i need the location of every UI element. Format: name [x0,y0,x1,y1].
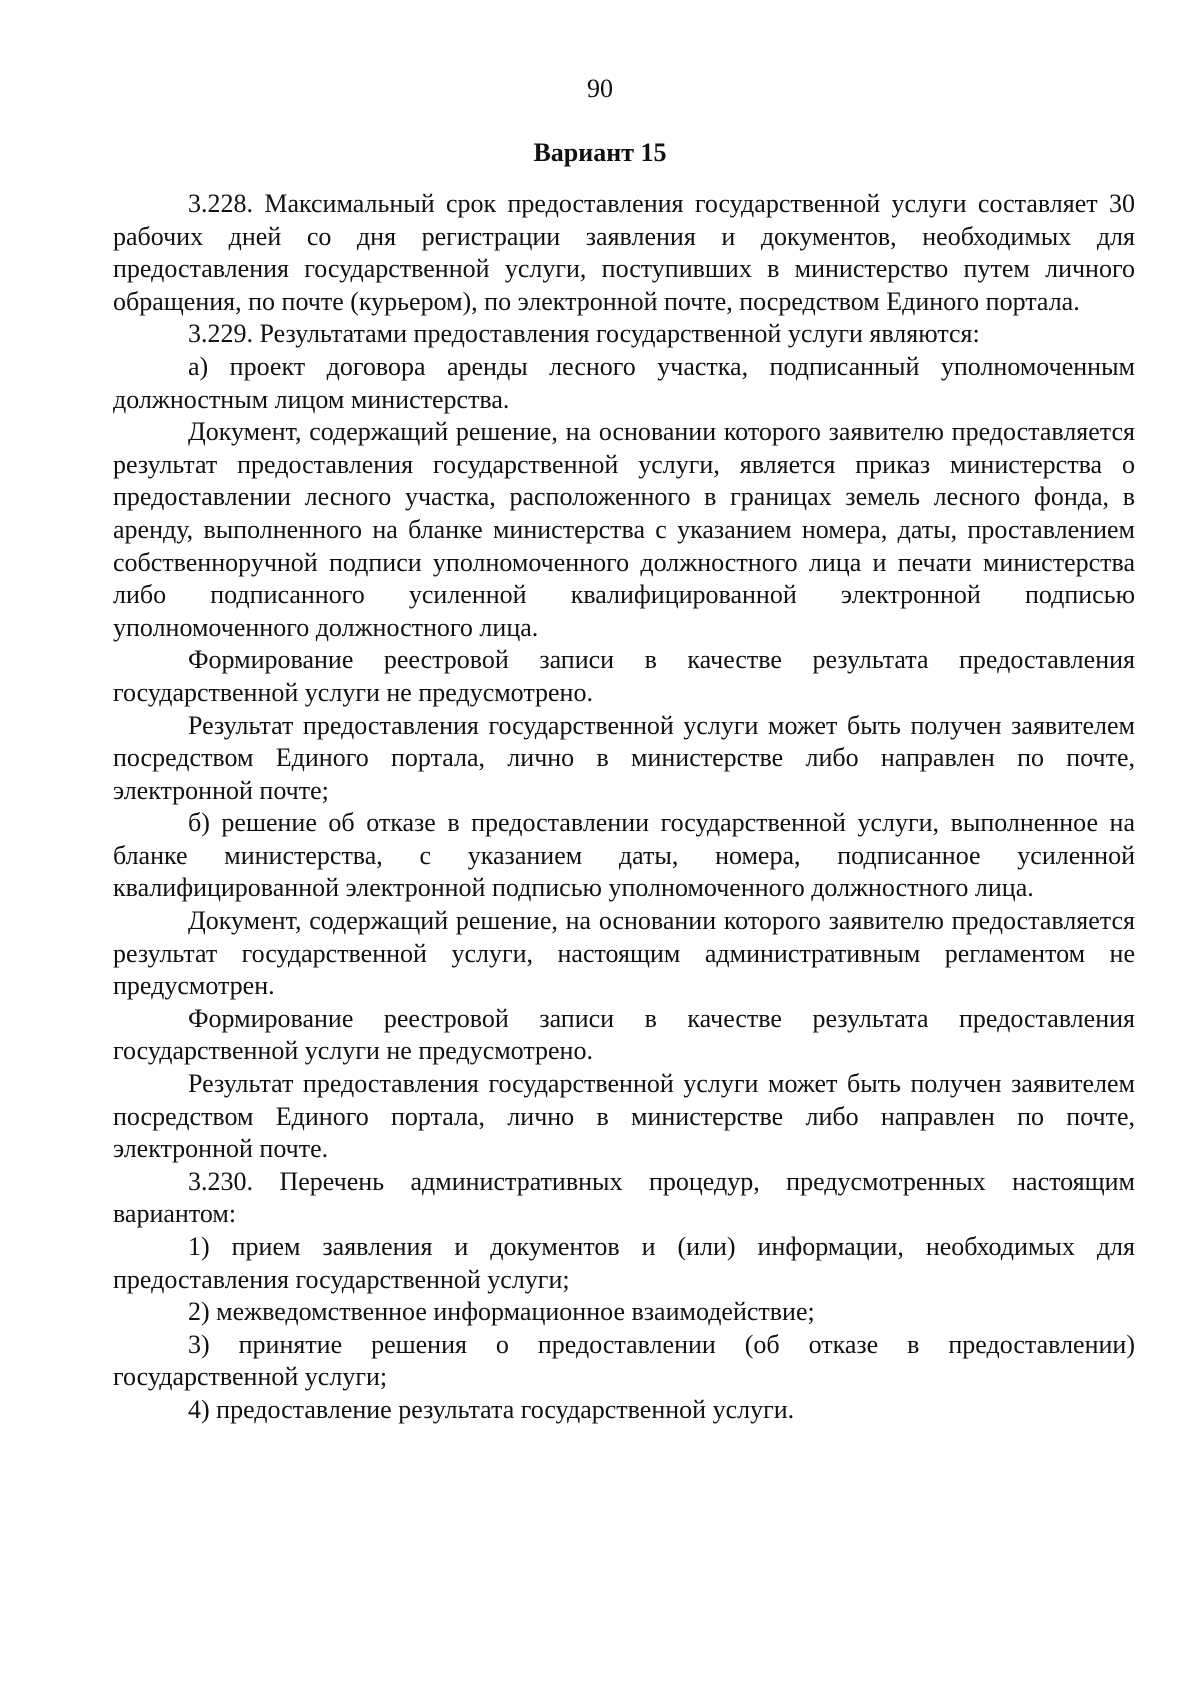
paragraph-3-229: 3.229. Результатами предоставления государственной услуги являются: [188,319,980,349]
document-body [113,188,1135,1427]
paragraph-registry-record-b: Формирование реестровой записи в качестве результата предоставления государственной услуги не предусмотрено. [113,1003,1135,1066]
list-item-procedure-2: 2) межведомственное информационное взаимодействие; [188,1297,815,1327]
paragraph-3-228: 3.228. Максимальный срок предоставления государственной услуги составляет 30 рабочих дней со дня регистрации заявления и документов, необходимых для предоставления государственной услуги, поступивших в министерство путем личного обращения, по почте (курьером), по электронной почте, посредством Единого портала. [113,189,1135,316]
paragraph-document-decision-a: Документ, содержащий решение, на основании которого заявителю предоставляется результат предоставления государственной услуги, является приказ министерства о предоставлении лесного участка, расположенного в границах земель лесного фонда, в аренду, выполненного на бланке министерства с указанием номера, даты, проставлением собственноручной подписи уполномоченного должностного лица и печати министерства либо подписанного усиленной квалифицированной электронной подписью уполномоченного должностного лица. [113,417,1135,642]
page-number: 90 [587,74,613,103]
paragraph-result-a: а) проект договора аренды лесного участка, подписанный уполномоченным должностным лицом министерства. [113,351,1135,414]
list-item-procedure-3: 3) принятие решения о предоставлении (об отказе в предоставлении) государственной услуги; [113,1329,1135,1392]
list-item-procedure-4: 4) предоставление результата государственной услуги. [188,1394,795,1424]
paragraph-result-b: б) решение об отказе в предоставлении государственной услуги, выполненное на бланке министерства, с указанием даты, номера, подписанное усиленной квалифицированной электронной подписью уполномоченного должностного лица. [113,808,1135,903]
paragraph-document-decision-b: Документ, содержащий решение, на основании которого заявителю предоставляется результат государственной услуги, настоящим административным регламентом не предусмотрен. [113,906,1135,1001]
paragraph-registry-record-a: Формирование реестровой записи в качестве результата предоставления государственной услуги не предусмотрено. [113,645,1135,707]
paragraph-result-delivery-b: Результат предоставления государственной услуги может быть получен заявителем посредством Единого портала, лично в министерстве либо направлен по почте, электронной почте. [113,1069,1135,1164]
paragraph-3-230: 3.230. Перечень административных процедур, предусмотренных настоящим вариантом: [113,1166,1135,1229]
list-item-procedure-1: 1) прием заявления и документов и (или) информации, необходимых для предоставления государственной услуги; [113,1232,1135,1294]
paragraph-result-delivery-a: Результат предоставления государственной услуги может быть получен заявителем посредством Единого портала, лично в министерстве либо направлен по почте, электронной почте; [113,710,1135,805]
section-heading: Вариант 15 [533,138,667,167]
